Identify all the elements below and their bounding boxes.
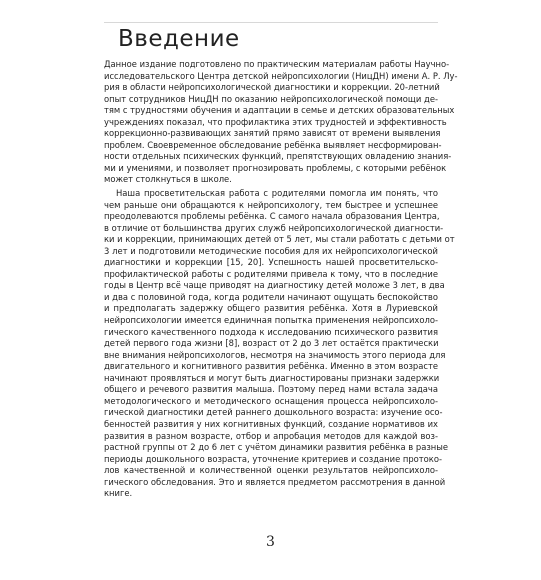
page-title: Введение (118, 26, 240, 52)
text-line: исследовательского Центра детской нейропсихологии (НицДН) имени А. Р. Лу- (104, 70, 458, 81)
text-line: преодолеваются проблемы ребёнка. С самого начала образования Центра, (104, 211, 440, 222)
paragraph-1 (104, 59, 458, 186)
text-line: в отличие от большинства других служб нейропсихологической диагности- (104, 222, 444, 233)
text-line: проблем. Своевременное обследование ребёнка выявляет несформирован- (104, 139, 442, 150)
text-line: Данное издание подготовлено по практическим материалам работы Научно- (104, 59, 450, 69)
text-line: развития в разном возрасте, отбор и апробация методов для каждой воз- (104, 430, 438, 441)
body-text (104, 59, 458, 500)
text-line: гической диагностики детей раннего дошкольного возраста: изучение осо- (104, 407, 443, 418)
text-line: рия в области нейропсихологической диагностики и коррекции. 20-летний (104, 82, 440, 93)
text-line: годы в Центр всё чаще приводят на диагностику детей моложе 3 лет, в два (104, 280, 445, 291)
page-number: 3 (266, 534, 275, 550)
text-line: вне внимания нейропсихологов, несмотря на значимость этого периода для (104, 349, 446, 360)
text-line: лов качественной и количественной оценки результатов нейропсихоло- (104, 465, 438, 476)
paragraph-2 (104, 188, 455, 500)
text-line: чем раньше они обращаются к нейропсихологу, тем быстрее и успешнее (104, 199, 438, 210)
text-line: может столкнуться в школе. (104, 174, 232, 185)
header-rule (104, 22, 438, 23)
text-line: 3 лет и подготовили методические пособия для их нейропсихологической (104, 245, 438, 256)
text-line: книге. (104, 488, 133, 499)
text-line: гического обследования. Это и является предметом рассмотрения в данной (104, 476, 446, 487)
text-line: методологического и методического оснащения процесса нейропсихоло- (104, 395, 438, 406)
text-line: коррекционно-развивающих занятий прямо зависят от времени выявления (104, 128, 441, 139)
text-line: нейропсихологии имеется единичная попытка применения нейропсихоло- (104, 315, 438, 326)
text-line: ности отдельных психических функций, препятствующих овладению знания- (104, 151, 452, 162)
text-line: бенностей развития у них когнитивных функций, создание нормативов их (104, 418, 438, 429)
text-line: периоды дошкольного возраста, уточнение критериев и создание протоко- (104, 453, 443, 464)
text-line: Наша просветительская работа с родителями помогла им понять, что (116, 188, 438, 199)
text-line: профилактической работы с родителями привела к тому, что в последние (104, 268, 438, 279)
text-line: ми и умениями, и позволяет прогнозировать проблемы, с которыми ребёнок (104, 162, 447, 173)
text-line: опыт сотрудников НицДН по оказанию нейропсихологической помощи де- (104, 93, 438, 104)
text-line: гического качественного подхода к исследованию психического развития (104, 326, 438, 337)
text-line: общего и речевого развития малыша. Поэтому перед нами встала задача (104, 384, 438, 395)
text-line: диагностики и коррекции [15, 20]. Успешность нашей просветительско- (104, 257, 438, 268)
text-line: ки и коррекции, принимающих детей от 5 лет, мы стали работать с детьми от (104, 234, 455, 245)
text-line: детей первого года жизни [8], возраст от 2 до 3 лет остаётся практически (104, 338, 439, 349)
text-line: и два с половиной года, когда родители начинают ощущать беспокойство (104, 291, 438, 302)
text-line: растной группы от 2 до 6 лет с учётом динамики развития ребёнка в разные (104, 442, 449, 453)
text-line: тям с трудностями обучения и адаптации в семье и детских образовательных (104, 105, 455, 116)
text-line: учреждениях показал, что профилактика этих трудностей и эффективность (104, 116, 447, 127)
text-line: начинают проявляться и могут быть диагностированы признаки задержки (104, 372, 440, 383)
text-line: двигательного и когнитивного развития ребёнка. Именно в этом возрасте (104, 361, 438, 372)
text-line: и предполагать задержку общего развития ребёнка. Хотя в Луриевской (104, 303, 438, 314)
